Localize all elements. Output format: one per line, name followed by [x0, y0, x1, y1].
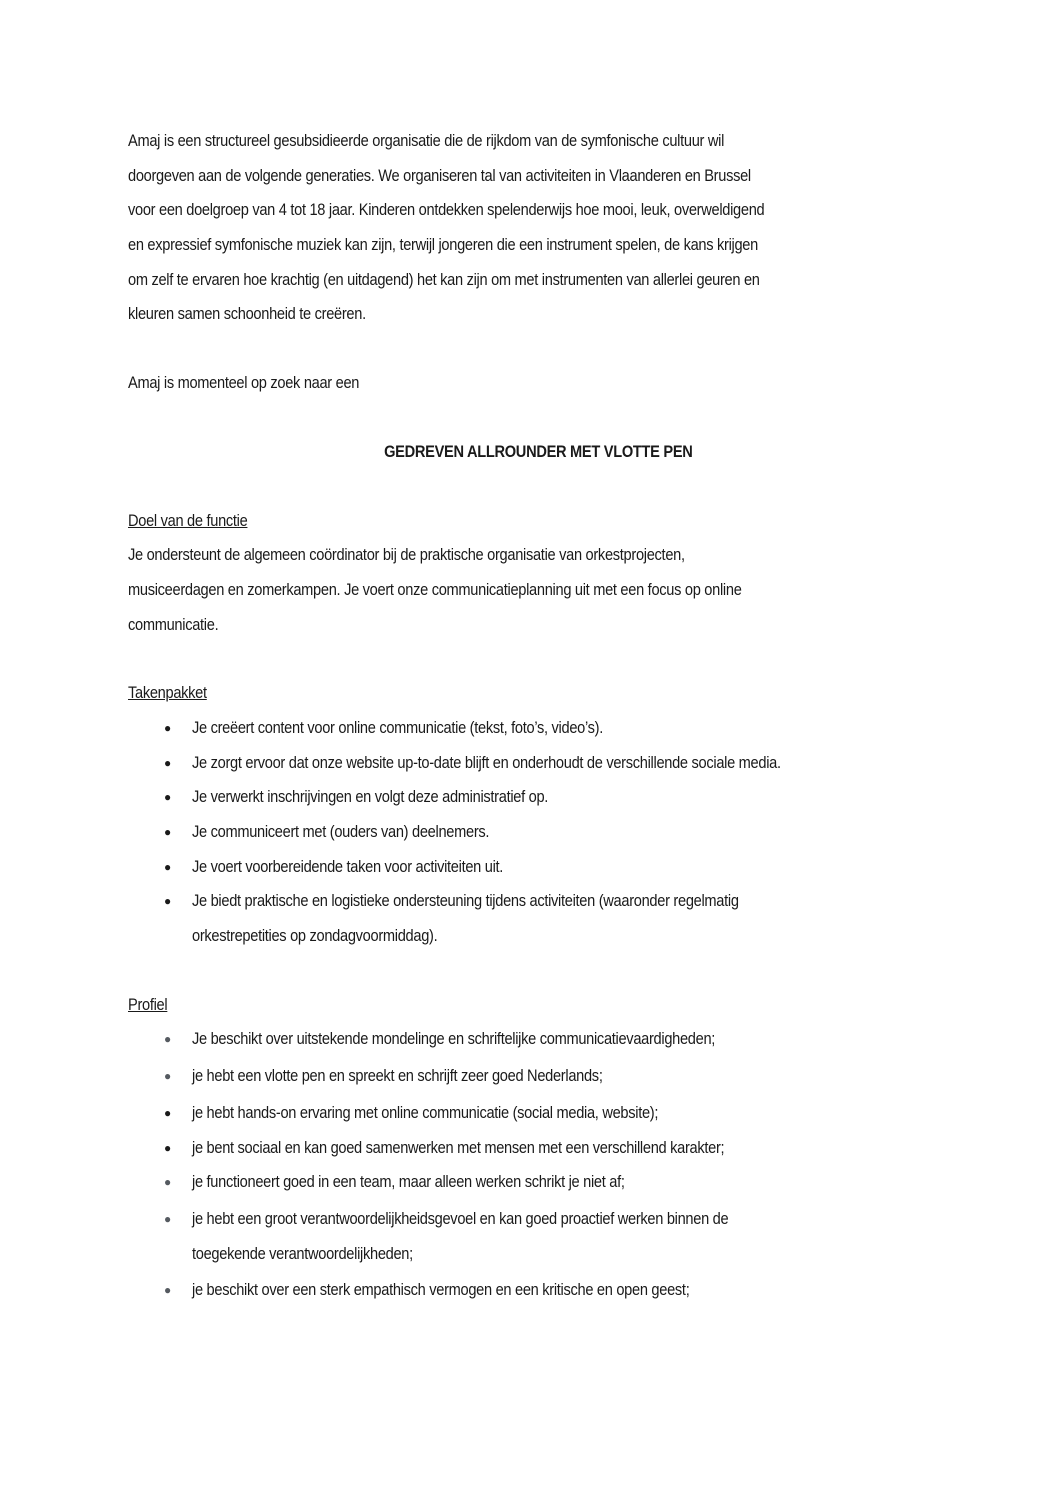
list-item-text: je bent sociaal en kan goed samenwerken met mensen met een verschillend karakter;: [192, 1137, 725, 1157]
bullet-icon: ●: [164, 1283, 171, 1298]
bullet-icon: ●: [164, 1032, 171, 1047]
list-item-text: Je creëert content voor online communicatie (tekst, foto’s, video’s).: [192, 717, 604, 737]
bullet-icon: ●: [164, 825, 171, 839]
list-item-text: je hebt hands-on ervaring met online communicatie (social media, website);: [192, 1102, 659, 1122]
bullet-icon: ●: [164, 1105, 171, 1120]
bullet-icon: ●: [164, 755, 171, 770]
intro-line: voor een doelgroep van 4 tot 18 jaar. Kinderen ontdekken spelenderwijs hoe mooi, leuk, overweldigend: [128, 200, 765, 220]
bullet-icon: ●: [164, 1140, 171, 1155]
list-item: [128, 1131, 948, 1166]
bullet-icon: ●: [164, 894, 171, 909]
profiel-list: [128, 1022, 948, 1308]
bullet-icon: ●: [164, 859, 171, 874]
bullet-icon: ●: [164, 1211, 171, 1226]
section-taken: [128, 676, 948, 954]
list-item-text: je hebt een groot verantwoordelijkheidsgevoel en kan goed proactief werken binnen de: [192, 1208, 729, 1228]
lead-sentence: Amaj is momenteel op zoek naar een: [128, 373, 360, 393]
doel-line: musiceerdagen en zomerkampen. Je voert onze communicatieplanning uit met een focus op online: [128, 579, 742, 599]
list-item: [128, 884, 948, 953]
bullet-icon: ●: [164, 720, 171, 735]
list-item: [128, 1022, 948, 1057]
list-item-text: Je communiceert met (ouders van) deelnemers.: [192, 822, 490, 841]
bullet-icon: ●: [164, 1069, 171, 1084]
intro-line: kleuren samen schoonheid te creëren.: [128, 304, 366, 324]
intro-line: doorgeven aan de volgende generaties. We organiseren tal van activiteiten in Vlaanderen en Brussel: [128, 165, 751, 185]
section-heading-profiel: Profiel: [128, 994, 168, 1014]
list-item-text: Je beschikt over uitstekende mondelinge en schriftelijke communicatievaardigheden;: [192, 1029, 716, 1049]
section-profiel: [128, 988, 948, 1308]
doel-line: Je ondersteunt de algemeen coördinator bij de praktische organisatie van orkestprojecten,: [128, 545, 685, 565]
list-item-text: je hebt een vlotte pen en spreekt en schrijft zeer goed Nederlands;: [192, 1066, 603, 1086]
list-item-text: je beschikt over een sterk empathisch vermogen en een kritische en open geest;: [192, 1280, 690, 1300]
list-item: [128, 780, 948, 815]
document-page: [128, 124, 948, 1342]
bullet-icon: ●: [164, 1175, 171, 1190]
intro-paragraph: [128, 124, 948, 332]
doel-line: communicatie.: [128, 614, 219, 634]
job-title: GEDREVEN ALLROUNDER MET VLOTTE PEN: [383, 441, 693, 461]
list-item-text: Je verwerkt inschrijvingen en volgt deze administratief op.: [192, 787, 549, 807]
list-item-text: Je biedt praktische en logistieke ondersteuning tijdens activiteiten (waaronder regelmatig: [192, 891, 739, 911]
list-item: [128, 1165, 948, 1200]
list-item: [128, 1096, 948, 1131]
list-item: [128, 1059, 948, 1094]
list-item: [128, 850, 948, 885]
intro-line: om zelf te ervaren hoe krachtig (en uitdagend) het kan zijn om met instrumenten van allerlei geuren en: [128, 269, 760, 289]
section-doel: [128, 504, 948, 643]
section-heading-taken: Takenpakket: [128, 683, 207, 703]
intro-line: en expressief symfonische muziek kan zijn, terwijl jongeren die een instrument spelen, de kans krijgen: [128, 235, 758, 255]
list-item: [128, 1273, 948, 1308]
list-item-text: orkestrepetities op zondagvoormiddag).: [192, 926, 438, 946]
list-item-text: je functioneert goed in een team, maar alleen werken schrikt je niet af;: [192, 1172, 625, 1192]
list-item-text: toegekende verantwoordelijkheden;: [192, 1243, 413, 1263]
list-item: [128, 746, 948, 781]
list-item-text: Je zorgt ervoor dat onze website up-to-date blijft en onderhoudt de verschillende sociale media.: [192, 752, 781, 772]
list-item: [128, 711, 948, 746]
list-item: [128, 815, 948, 850]
bullet-icon: ●: [164, 790, 171, 805]
section-heading-doel: Doel van de functie: [128, 510, 248, 530]
list-item-text: Je voert voorbereidende taken voor activiteiten uit.: [192, 856, 504, 876]
intro-line: Amaj is een structureel gesubsidieerde organisatie die de rijkdom van de symfonische cultuur wil: [128, 131, 725, 150]
taken-list: [128, 711, 948, 954]
list-item: [128, 1202, 948, 1271]
